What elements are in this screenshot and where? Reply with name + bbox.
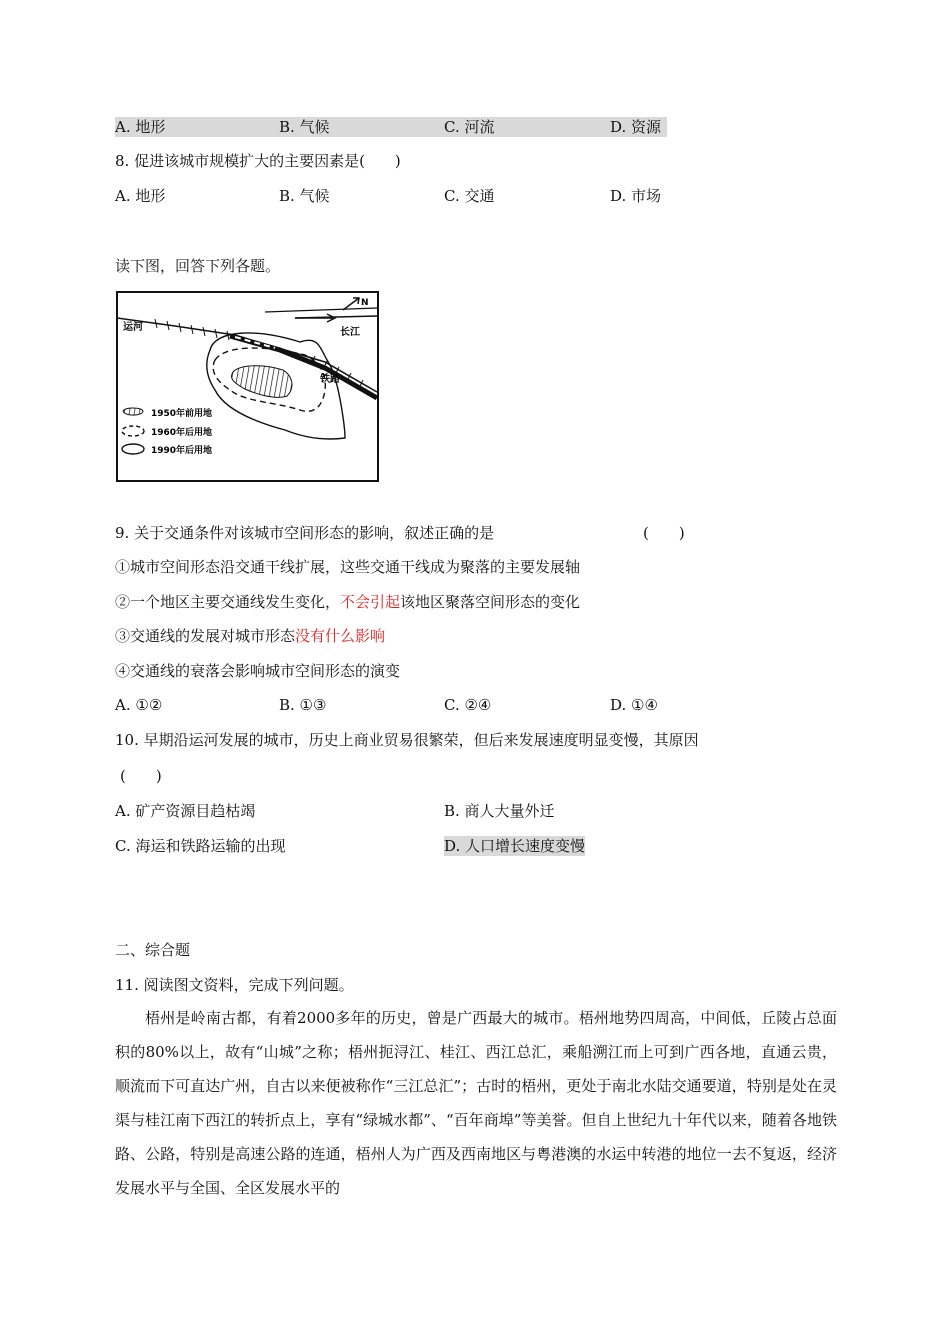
q11-stem: 11. 阅读图文资料，完成下列问题。 [115, 976, 354, 994]
yangtze-label: 长江 [340, 327, 360, 338]
q10-option-a[interactable]: A. 矿产资源目趋枯竭 [115, 802, 256, 820]
q10-answer-paren: ( ) [120, 767, 162, 785]
section-heading: 二、综合题 [115, 941, 191, 959]
q10-option-d[interactable]: D. 人口增长速度变慢 [444, 837, 586, 855]
q7-option-a[interactable]: A. 地形 [115, 118, 166, 136]
q7-options-row [115, 117, 667, 137]
q9-statement-3: ③交通线的发展对城市形态没有什么影响 [115, 627, 386, 645]
legend-1960: 1960年后用地 [151, 428, 213, 438]
city-map-figure [115, 290, 380, 483]
q7-option-c[interactable]: C. 河流 [444, 118, 495, 136]
q8-stem: 8. 促进该城市规模扩大的主要因素是( ) [115, 152, 401, 170]
q9-option-c[interactable]: C. ②④ [444, 696, 492, 714]
q9-answer-paren: ( ) [643, 524, 685, 542]
q8-option-d[interactable]: D. 市场 [610, 187, 662, 205]
map-intro: 读下图，回答下列各题。 [115, 257, 281, 275]
q7-option-b[interactable]: B. 气候 [279, 118, 330, 136]
q9-s3-highlight: 没有什么影响 [295, 627, 386, 645]
q9-s2-highlight: 不会引起 [340, 593, 401, 611]
q9-statement-4: ④交通线的衰落会影响城市空间形态的演变 [115, 662, 401, 680]
q7-option-d[interactable]: D. 资源 [610, 118, 662, 136]
north-label: N [361, 298, 369, 308]
q10-option-c[interactable]: C. 海运和铁路运输的出现 [115, 837, 286, 855]
q8-option-b[interactable]: B. 气候 [279, 187, 330, 205]
railway-label: 铁路 [320, 374, 340, 385]
q9-statement-1: ①城市空间形态沿交通干线扩展，这些交通干线成为聚落的主要发展轴 [115, 558, 581, 576]
q11-passage: 梧州是岭南古都，有着2000多年的历史，曾是广西最大的城市。梧州地势四周高，中间低，丘陵占总面积的80%以上，故有“山城”之称；梧州扼浔江、桂江、西江总汇，乘船溯江而上可到广西各地，直通云贵，顺流而下可直达广州，自古以来便被称作“三江总汇”；古时的梧州，更处于南北水陆交通要道，特别是处在灵渠与桂江南下西江的转折点上，享有“绿城水都”、“百年商埠”等美誉。但自上世纪九十年代以来，随着各地铁路、公路，特别是高速公路的连通，梧州人为广西及西南地区与粤港澳的水运中转港的地位一去不复返，经济发展水平与全国、全区发展水平的 [115, 1009, 837, 1197]
q10-option-b[interactable]: B. 商人大量外迁 [444, 802, 555, 820]
q9-stem: 9. 关于交通条件对该城市空间形态的影响，叙述正确的是 [115, 524, 495, 542]
canal-label: 运河 [123, 322, 143, 333]
q9-option-a[interactable]: A. ①② [115, 696, 163, 714]
q9-statement-2: ②一个地区主要交通线发生变化，不会引起该地区聚落空间形态的变化 [115, 593, 581, 611]
legend-1950: 1950年前用地 [151, 409, 213, 419]
legend-1990: 1990年后用地 [151, 446, 213, 456]
q8-option-c[interactable]: C. 交通 [444, 187, 495, 205]
q8-option-a[interactable]: A. 地形 [115, 187, 166, 205]
q9-option-b[interactable]: B. ①③ [279, 696, 327, 714]
q9-option-d[interactable]: D. ①④ [610, 696, 658, 714]
q10-stem: 10. 早期沿运河发展的城市，历史上商业贸易很繁荣，但后来发展速度明显变慢，其原因 [115, 731, 699, 749]
